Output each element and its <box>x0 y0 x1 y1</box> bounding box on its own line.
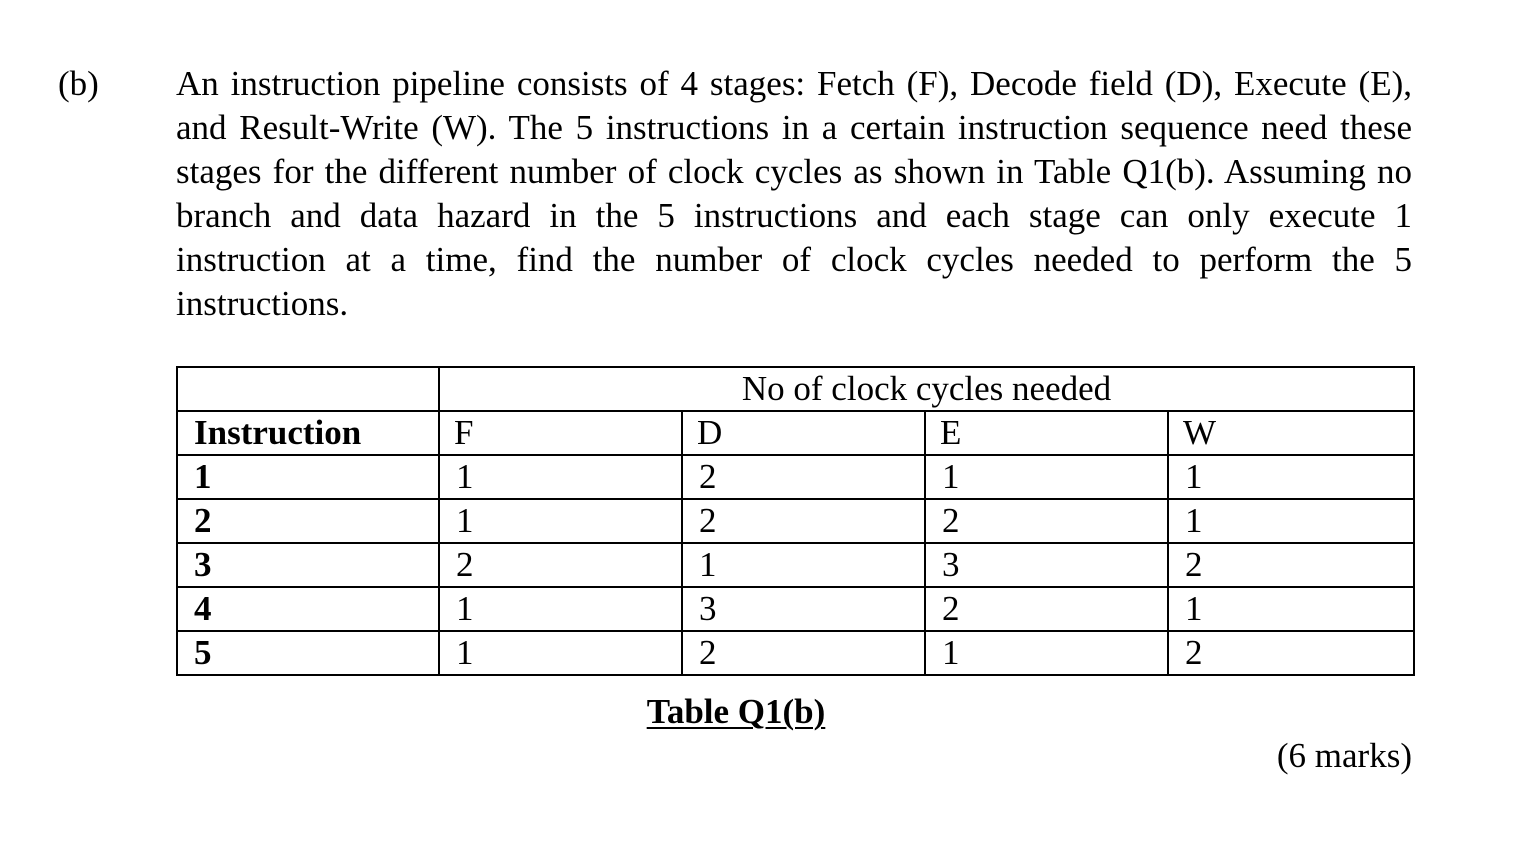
e-cell: 2 <box>925 587 1168 631</box>
e-cell: 1 <box>925 455 1168 499</box>
stage-header-w: W <box>1168 411 1414 455</box>
table-caption-text: Table Q1(b) <box>646 692 826 731</box>
d-cell: 2 <box>682 631 925 675</box>
table-group-header-row <box>177 367 1414 411</box>
question-label: (b) <box>58 64 99 103</box>
table-caption <box>600 690 872 734</box>
group-header: No of clock cycles needed <box>439 367 1414 411</box>
table-row <box>177 455 1414 499</box>
instruction-cell: 3 <box>177 543 439 587</box>
f-cell: 1 <box>439 631 682 675</box>
stage-header-f: F <box>439 411 682 455</box>
d-cell: 2 <box>682 455 925 499</box>
f-cell: 1 <box>439 499 682 543</box>
f-cell: 2 <box>439 543 682 587</box>
d-cell: 1 <box>682 543 925 587</box>
table-row <box>177 587 1414 631</box>
w-cell: 1 <box>1168 499 1414 543</box>
question-text: An instruction pipeline consists of 4 stages: Fetch (F), Decode field (D), Execute (E), and Result-Write (W). The 5 instructions in a certain instruction sequence need these stages for the different number of clock cycles as shown in Table Q1(b). Assuming no branch and data hazard in the 5 instructions and each stage can only execute 1 instruction at a time, find the number of clock cycles needed to perform the 5 instructions. <box>176 64 1412 323</box>
stage-header-d: D <box>682 411 925 455</box>
w-cell: 1 <box>1168 455 1414 499</box>
w-cell: 1 <box>1168 587 1414 631</box>
stage-header-e: E <box>925 411 1168 455</box>
instruction-cell: 4 <box>177 587 439 631</box>
instruction-header: Instruction <box>177 411 439 455</box>
w-cell: 2 <box>1168 543 1414 587</box>
instruction-cell: 5 <box>177 631 439 675</box>
d-cell: 3 <box>682 587 925 631</box>
instruction-cell: 1 <box>177 455 439 499</box>
table-row <box>177 631 1414 675</box>
instruction-cell: 2 <box>177 499 439 543</box>
table-row <box>177 499 1414 543</box>
d-cell: 2 <box>682 499 925 543</box>
f-cell: 1 <box>439 587 682 631</box>
w-cell: 2 <box>1168 631 1414 675</box>
table-header-row <box>177 411 1414 455</box>
e-cell: 2 <box>925 499 1168 543</box>
marks-label: (6 marks) <box>1276 736 1412 775</box>
empty-header-cell <box>177 367 439 411</box>
e-cell: 1 <box>925 631 1168 675</box>
e-cell: 3 <box>925 543 1168 587</box>
table-row <box>177 543 1414 587</box>
f-cell: 1 <box>439 455 682 499</box>
clock-cycles-table <box>176 366 1415 676</box>
